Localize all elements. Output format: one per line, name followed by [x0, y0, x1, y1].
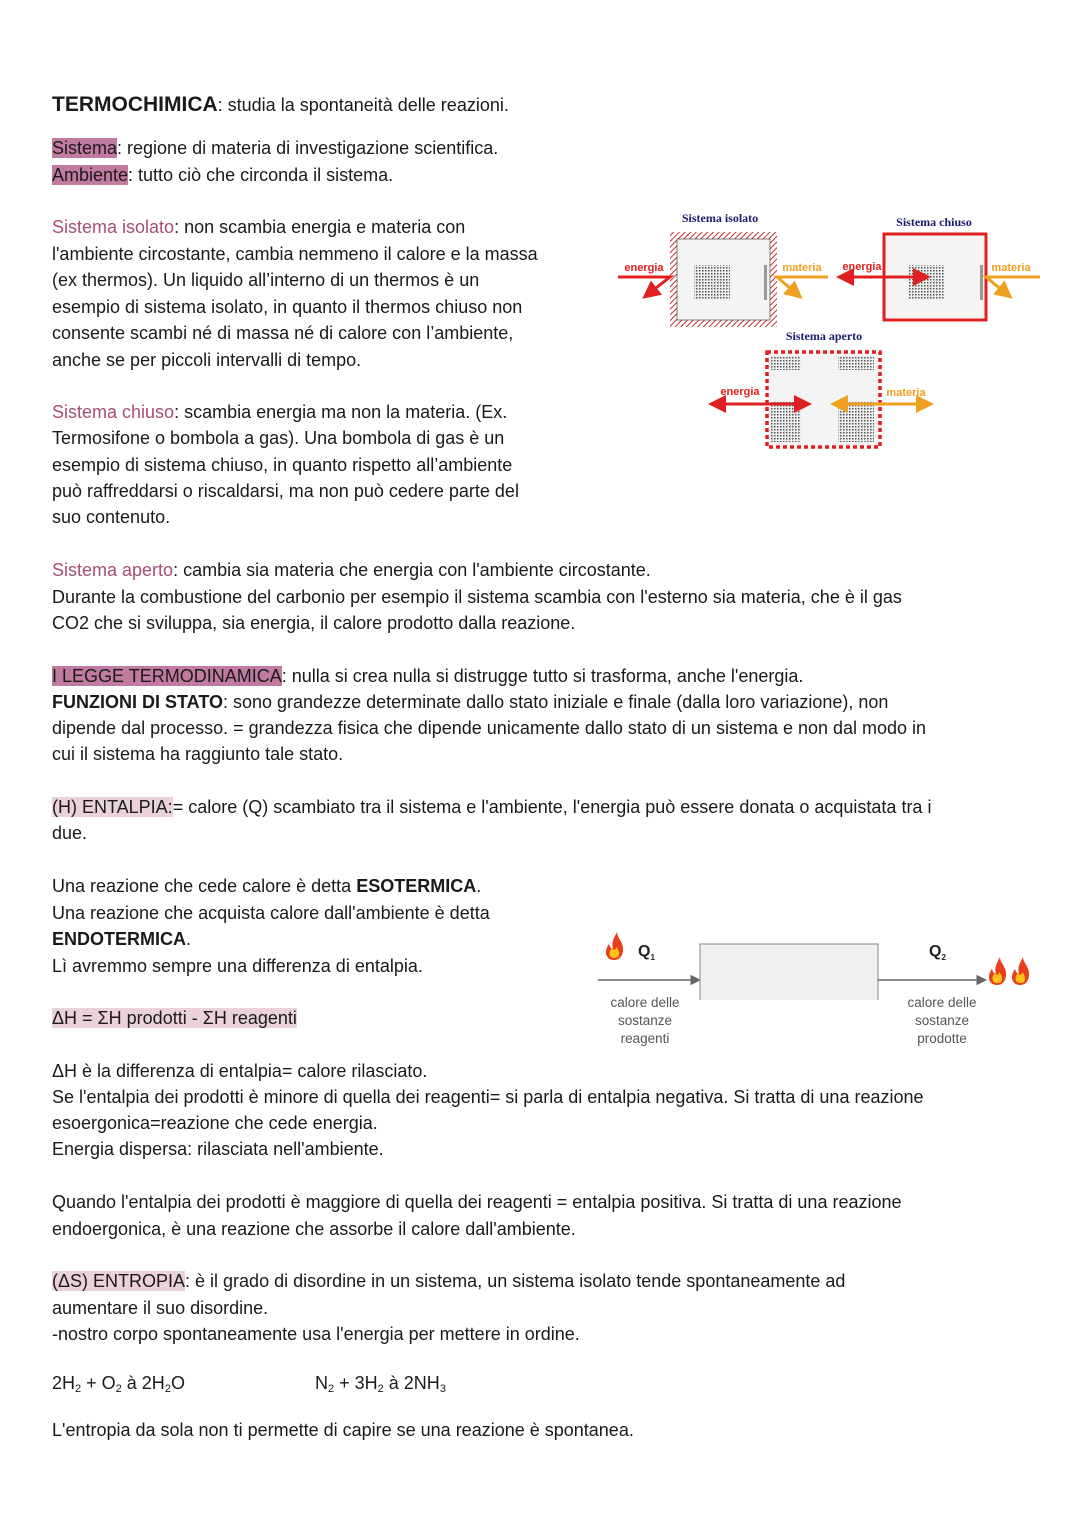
term-esotermica: ESOTERMICA: [356, 876, 477, 896]
text: : cambia sia materia che energia con l'ambiente circostante.: [173, 560, 651, 580]
caption-line: calore delle: [907, 995, 977, 1010]
eq-sub: 2: [377, 1383, 384, 1395]
delta-line: Energia dispersa: rilasciata nell'ambiente.: [52, 1139, 384, 1159]
q2-label: [929, 943, 946, 962]
eq-part: N: [315, 1373, 328, 1393]
eq-sub: 2: [164, 1383, 171, 1395]
isolated-system: [618, 211, 828, 327]
delta-line: esoergonica=reazione che cede energia.: [52, 1113, 378, 1133]
aperto-line: [52, 557, 651, 583]
eq-part: + 3H: [334, 1373, 378, 1393]
delta-line: ΔH è la differenza di entalpia= calore rilasciato.: [52, 1061, 428, 1081]
caption-line: calore delle: [610, 995, 680, 1010]
closed-system: [842, 215, 1040, 320]
term-endotermica: ENDOTERMICA: [52, 929, 186, 949]
term-entropia: (ΔS) ENTROPIA: [52, 1271, 186, 1291]
aperto-line: Durante la combustione del carbonio per esempio il sistema scambia con l'esterno sia materia, che è il gas: [52, 587, 902, 607]
flame-icon: [989, 957, 1006, 985]
chiuso-title: Sistema chiuso: [896, 215, 972, 229]
open-system: [714, 329, 928, 447]
energia-label: energia: [720, 386, 760, 398]
text: = calore (Q) scambiato tra il sistema e l'ambiente, l'energia può essere donata o acquistata tra i: [172, 797, 932, 817]
materia-label: materia: [991, 262, 1031, 274]
caption-line: reagenti: [620, 1031, 670, 1046]
text: : nulla si crea nulla si distrugge tutto si trasforma, anche l'energia.: [281, 666, 804, 686]
funzioni-line: dipende dal processo. = grandezza fisica che dipende unicamente dallo stato di un sistema e non dal modo in: [52, 718, 927, 738]
formula-line: [52, 1005, 297, 1031]
term-ambiente: Ambiente: [52, 165, 129, 185]
text: : non scambia energia e materia con: [174, 217, 466, 237]
caption-line: prodotte: [917, 1031, 967, 1046]
chiuso-line: suo contenuto.: [52, 507, 171, 527]
positiva-line: endoergonica, è una reazione che assorbe il calore dall'ambiente.: [52, 1219, 576, 1239]
term-sistema: Sistema: [52, 138, 118, 158]
isolato-line: anche se per piccoli intervalli di tempo.: [52, 350, 362, 370]
aperto-title: Sistema aperto: [785, 329, 863, 343]
term-funzioni: FUNZIONI DI STATO: [52, 692, 223, 712]
text: Una reazione che cede calore è detta: [52, 876, 357, 896]
eq-sub: 2: [328, 1383, 335, 1395]
funzioni-line: cui il sistema ha raggiunto tale stato.: [52, 744, 344, 764]
energia-label: energia: [842, 261, 882, 273]
enthalpy-formula: ΔH = ΣH prodotti - ΣH reagenti: [52, 1008, 297, 1028]
eq-part: O: [170, 1373, 185, 1393]
isolato-line: esempio di sistema isolato, in quanto il thermos chiuso non: [52, 297, 523, 317]
equation-water: [52, 1370, 185, 1402]
term-entalpia: (H) ENTALPIA:: [52, 797, 173, 817]
equation-ammonia: [315, 1370, 446, 1402]
eq-part: 2H: [52, 1373, 76, 1393]
q2-sub: 2: [941, 953, 946, 962]
entalpia-line: [52, 794, 931, 820]
q2: Q: [929, 943, 942, 960]
isolato-line: l'ambiente circostante, cambia nemmeno il calore e la massa: [52, 244, 538, 264]
materia-label: materia: [886, 387, 926, 399]
eq-part: à 2NH: [383, 1373, 440, 1393]
caption-line: sostanze: [914, 1013, 970, 1028]
funzioni-line: [52, 689, 888, 715]
flame-icon: [606, 932, 623, 960]
text: : scambia energia ma non la materia. (Ex.: [174, 402, 508, 422]
chiuso-line: esempio di sistema chiuso, in quanto rispetto all’ambiente: [52, 455, 513, 475]
entalpia-line: due.: [52, 823, 88, 843]
reaction-box: [700, 944, 878, 1000]
delta-line: Se l'entalpia dei prodotti è minore di quella dei reagenti= si parla di entalpia negativa. Si tratta di una reazione: [52, 1087, 924, 1107]
eq-sub: 2: [115, 1383, 122, 1395]
isolato-title: Sistema isolato: [681, 211, 759, 225]
eq-part: + O: [81, 1373, 116, 1393]
q1: Q: [638, 943, 651, 960]
eq-sub: 3: [439, 1383, 446, 1395]
entropia-line: -nostro corpo spontaneamente usa l'energia per mettere in ordine.: [52, 1324, 580, 1344]
caption-line: sostanze: [617, 1013, 673, 1028]
materia-label: materia: [782, 262, 822, 274]
reazioni-line: Una reazione che cede calore è detta ESOTERMICA.: [52, 876, 482, 896]
chiuso-line: Termosifone o bombola a gas). Una bombola di gas è un: [52, 428, 505, 448]
reazioni-line: ENDOTERMICA.: [52, 929, 192, 949]
flame-icon: [1012, 957, 1029, 985]
eq-sub: 2: [75, 1383, 82, 1395]
def-text: : regione di materia di investigazione scientifica.: [117, 138, 499, 158]
text: : è il grado di disordine in un sistema, un sistema isolato tende spontaneamente ad: [185, 1271, 846, 1291]
reazioni-line: Lì avremmo sempre una differenza di entalpia.: [52, 956, 423, 976]
term-legge: I LEGGE TERMODINAMICA: [52, 666, 282, 686]
entropia-line: aumentare il suo disordine.: [52, 1298, 269, 1318]
energia-label: energia: [624, 262, 664, 274]
term-aperto: Sistema aperto: [52, 560, 174, 580]
entropia-line: [52, 1268, 845, 1294]
isolato-line: consente scambi né di massa né di calore con l’ambiente,: [52, 323, 514, 343]
closing-line: L'entropia da sola non ti permette di capire se una reazione è spontanea.: [52, 1420, 634, 1440]
legge-line: [52, 663, 803, 689]
text: : sono grandezze determinate dallo stato iniziale e finale (dalla loro variazione), non: [223, 692, 889, 712]
reazioni-line: Una reazione che acquista calore dall'ambiente è detta: [52, 903, 490, 923]
def-text: : tutto ciò che circonda il sistema.: [128, 165, 394, 185]
term-chiuso: Sistema chiuso: [52, 402, 175, 422]
q1-sub: 1: [650, 953, 655, 962]
heat-diagram: [0, 920, 1080, 1000]
q1-label: [638, 943, 655, 962]
title-bold: TERMOCHIMICA: [52, 93, 218, 116]
isolato-line: (ex thermos). Un liquido all’interno di un thermos è un: [52, 270, 480, 290]
eq-part: à 2H: [121, 1373, 165, 1393]
systems-diagram: [0, 0, 1080, 470]
aperto-line: CO2 che si sviluppa, sia energia, il calore prodotto dalla reazione.: [52, 613, 576, 633]
reagenti-caption: [590, 994, 700, 1048]
positiva-line: Quando l'entalpia dei prodotti è maggiore di quella dei reagenti = entalpia positiva. Si tratta di una reazione: [52, 1192, 902, 1212]
chiuso-line: può raffreddarsi o riscaldarsi, ma non può cedere parte del: [52, 481, 519, 501]
term-isolato: Sistema isolato: [52, 217, 175, 237]
title-rest: : studia la spontaneità delle reazioni.: [217, 95, 509, 115]
prodotte-caption: [887, 994, 997, 1048]
